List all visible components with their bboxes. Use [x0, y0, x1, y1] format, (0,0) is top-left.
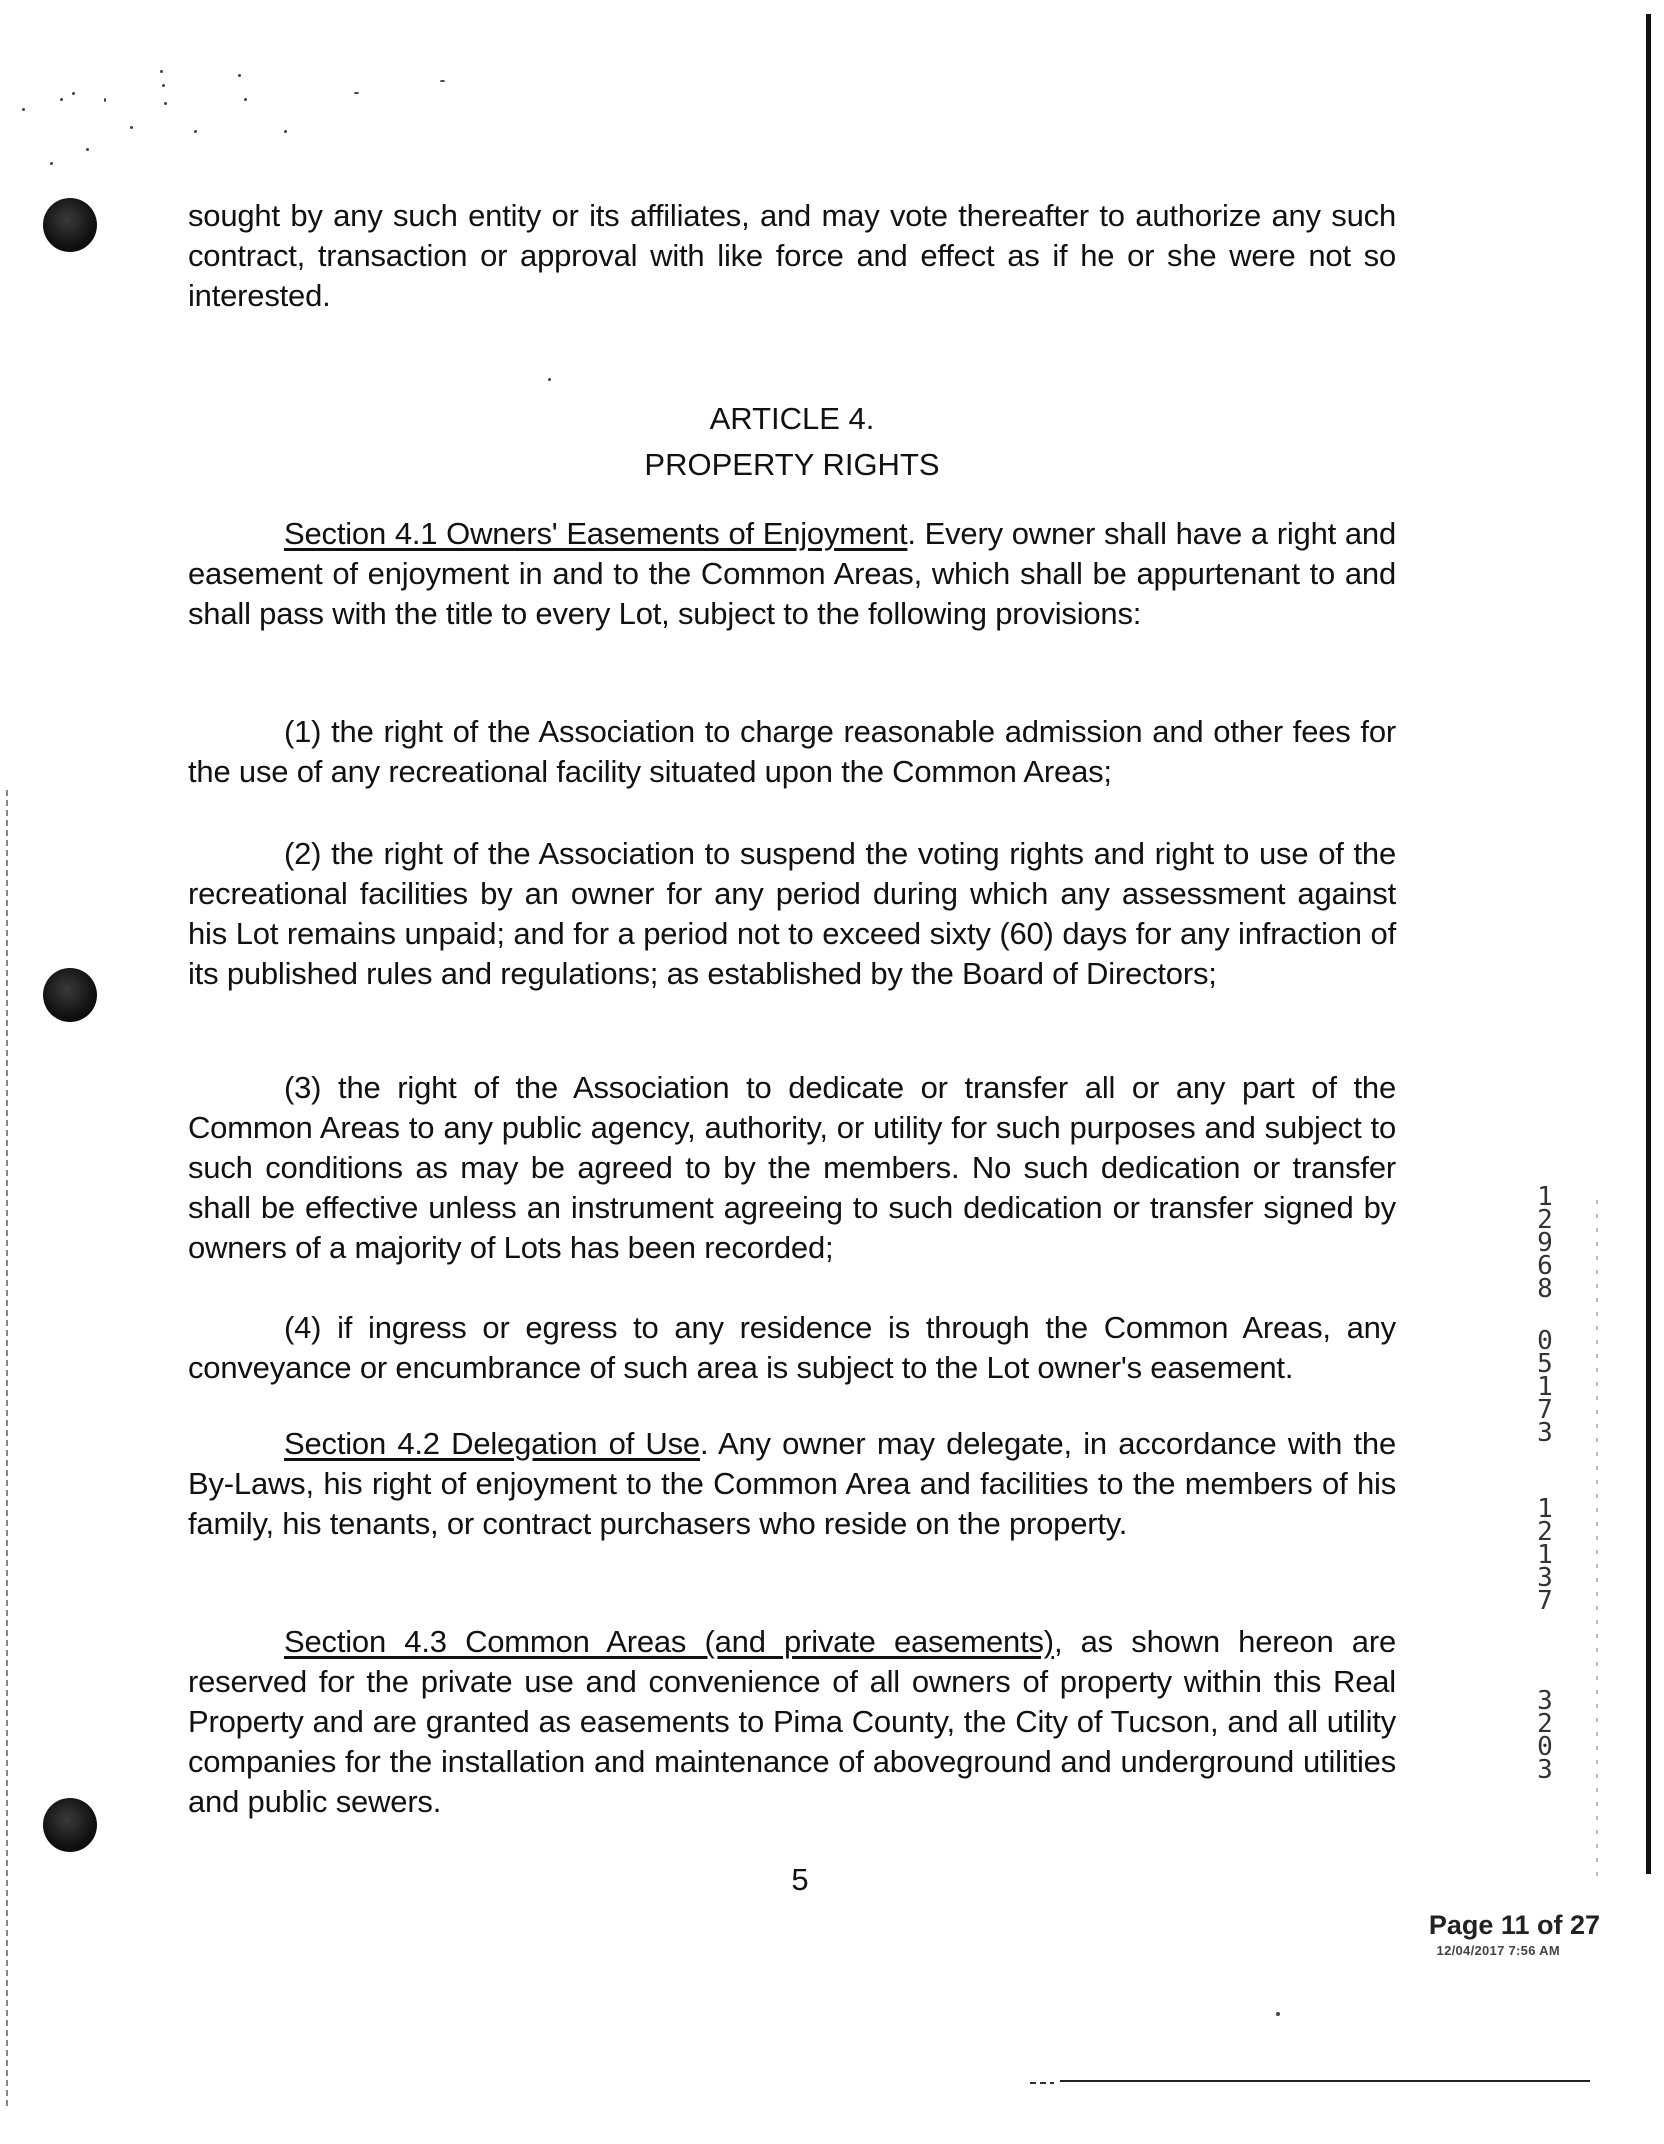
- provision-item: [188, 712, 1396, 792]
- scan-speck: [50, 162, 53, 165]
- provision-text: if ingress or egress to any residence is through the Common Areas, any conveyance or encumbrance of such area is subject to the Lot owner's easement.: [188, 1310, 1396, 1385]
- section-4-1-heading: Section 4.1 Owners' Easements of Enjoyment: [284, 516, 908, 551]
- page-number: 5: [791, 1862, 809, 1897]
- footer-timestamp: 12/04/2017 7:56 AM: [1436, 1943, 1560, 1958]
- docket-digit: 1: [1537, 1494, 1553, 1524]
- footer-rule: [1060, 2080, 1590, 2082]
- scan-speck: [162, 84, 165, 87]
- provision-label: (4): [284, 1310, 322, 1345]
- scan-speck: [1276, 2012, 1280, 2016]
- scan-speck: [238, 74, 241, 77]
- docket-digit: 7: [1537, 1395, 1553, 1425]
- article-title: PROPERTY RIGHTS: [644, 447, 940, 482]
- provision-label: (3): [284, 1070, 322, 1105]
- scan-speck: [284, 130, 287, 133]
- provision-text: the right of the Association to charge reasonable admission and other fees for the use of any recreational facility situated upon the Common Areas;: [188, 714, 1396, 789]
- section-4-2: [188, 1424, 1396, 1544]
- intro-text: sought by any such entity or its affiliates, and may vote thereafter to authorize any such contract, transaction or approval with like force and effect as if he or she were not so interested.: [188, 198, 1396, 313]
- docket-number: [1530, 1326, 1560, 1448]
- scan-speck: [104, 98, 106, 102]
- scan-edge-line: [6, 790, 8, 2110]
- docket-digit: 7: [1537, 1586, 1553, 1616]
- docket-digit: 3: [1537, 1563, 1553, 1593]
- provision-label: (2): [284, 836, 322, 871]
- docket-digit: 1: [1537, 1540, 1553, 1570]
- docket-digit: 0: [1537, 1326, 1553, 1356]
- scan-speck: [86, 148, 89, 151]
- binder-hole: [43, 1798, 97, 1852]
- provision-text: the right of the Association to suspend the voting rights and right to use of the recreational facilities by an owner for any period during which any assessment against his Lot remains unpaid; and for a period not to exceed sixty (60) days for any infraction of its published rules and regulations; as established by the Board of Directors;: [188, 836, 1396, 991]
- docket-digit: 2: [1537, 1709, 1553, 1739]
- scan-speck: [244, 98, 247, 101]
- docket-digit: 1: [1537, 1182, 1553, 1212]
- docket-digit: 9: [1537, 1228, 1553, 1258]
- provision-label: (1): [284, 714, 322, 749]
- scan-speck: [72, 92, 75, 95]
- docket-digit: 3: [1537, 1686, 1553, 1716]
- section-4-3: [188, 1622, 1396, 1822]
- binder-hole: [43, 968, 97, 1022]
- docket-digit: 2: [1537, 1517, 1553, 1547]
- recording-footer: [1300, 1910, 1600, 1958]
- article-heading: [188, 396, 1396, 488]
- scan-speck: [548, 378, 551, 381]
- section-4-1: [188, 514, 1396, 634]
- scan-speck: [354, 92, 359, 94]
- provision-item: [188, 834, 1396, 994]
- docket-digit: 5: [1537, 1349, 1553, 1379]
- docket-number: [1530, 1182, 1560, 1304]
- section-4-1-body: . Every owner shall have a right and easement of enjoyment in and to the Common Areas, which shall be appurtenant to and shall pass with the title to every Lot, subject to the following provisions:: [188, 516, 1396, 631]
- intro-paragraph: [188, 196, 1396, 316]
- docket-digit: 8: [1537, 1274, 1553, 1304]
- section-4-2-body: . Any owner may delegate, in accordance with the By-Laws, his right of enjoyment to the Common Area and facilities to the members of his family, his tenants, or contract purchasers who reside on the property.: [188, 1426, 1396, 1541]
- scan-speck: [22, 108, 25, 111]
- binder-hole: [43, 198, 97, 252]
- footer-page-count: Page 11 of 27: [1428, 1910, 1600, 1940]
- scan-speck: [60, 98, 63, 101]
- docket-digit: 3: [1537, 1755, 1553, 1785]
- docket-digit: 0: [1537, 1732, 1553, 1762]
- scan-speck: [194, 130, 197, 133]
- scan-speck: [440, 80, 445, 82]
- scan-speck: [160, 70, 163, 73]
- docket-number: [1530, 1686, 1560, 1785]
- docket-digit: 3: [1537, 1418, 1553, 1448]
- docket-digit: 2: [1537, 1205, 1553, 1235]
- scan-edge-dots: [1596, 1200, 1598, 1880]
- footer-dash: [1030, 2082, 1054, 2084]
- provision-item: [188, 1308, 1396, 1388]
- section-4-2-heading: Section 4.2 Delegation of Use: [284, 1426, 700, 1461]
- provision-item: [188, 1068, 1396, 1268]
- scan-edge-line: [1646, 14, 1651, 1874]
- scan-speck: [130, 126, 133, 129]
- section-4-3-body: , as shown hereon are reserved for the private use and convenience of all owners of property within this Real Property and are granted as easements to Pima County, the City of Tucson, and all utility companies for the installation and maintenance of aboveground and underground utilities and public sewers.: [188, 1624, 1397, 1819]
- scan-speck: [164, 102, 167, 105]
- docket-digit: 1: [1537, 1372, 1553, 1402]
- provision-text: the right of the Association to dedicate or transfer all or any part of the Common Areas to any public agency, authority, or utility for such purposes and subject to such conditions as may be agreed to by the members. No such dedication or transfer shall be effective unless an instrument agreeing to such dedication or transfer signed by owners of a majority of Lots has been recorded;: [188, 1070, 1396, 1265]
- docket-number: [1530, 1494, 1560, 1616]
- docket-digit: 6: [1537, 1251, 1553, 1281]
- section-4-3-heading: Section 4.3 Common Areas (and private easements): [284, 1624, 1054, 1659]
- article-number: ARTICLE 4.: [709, 401, 875, 436]
